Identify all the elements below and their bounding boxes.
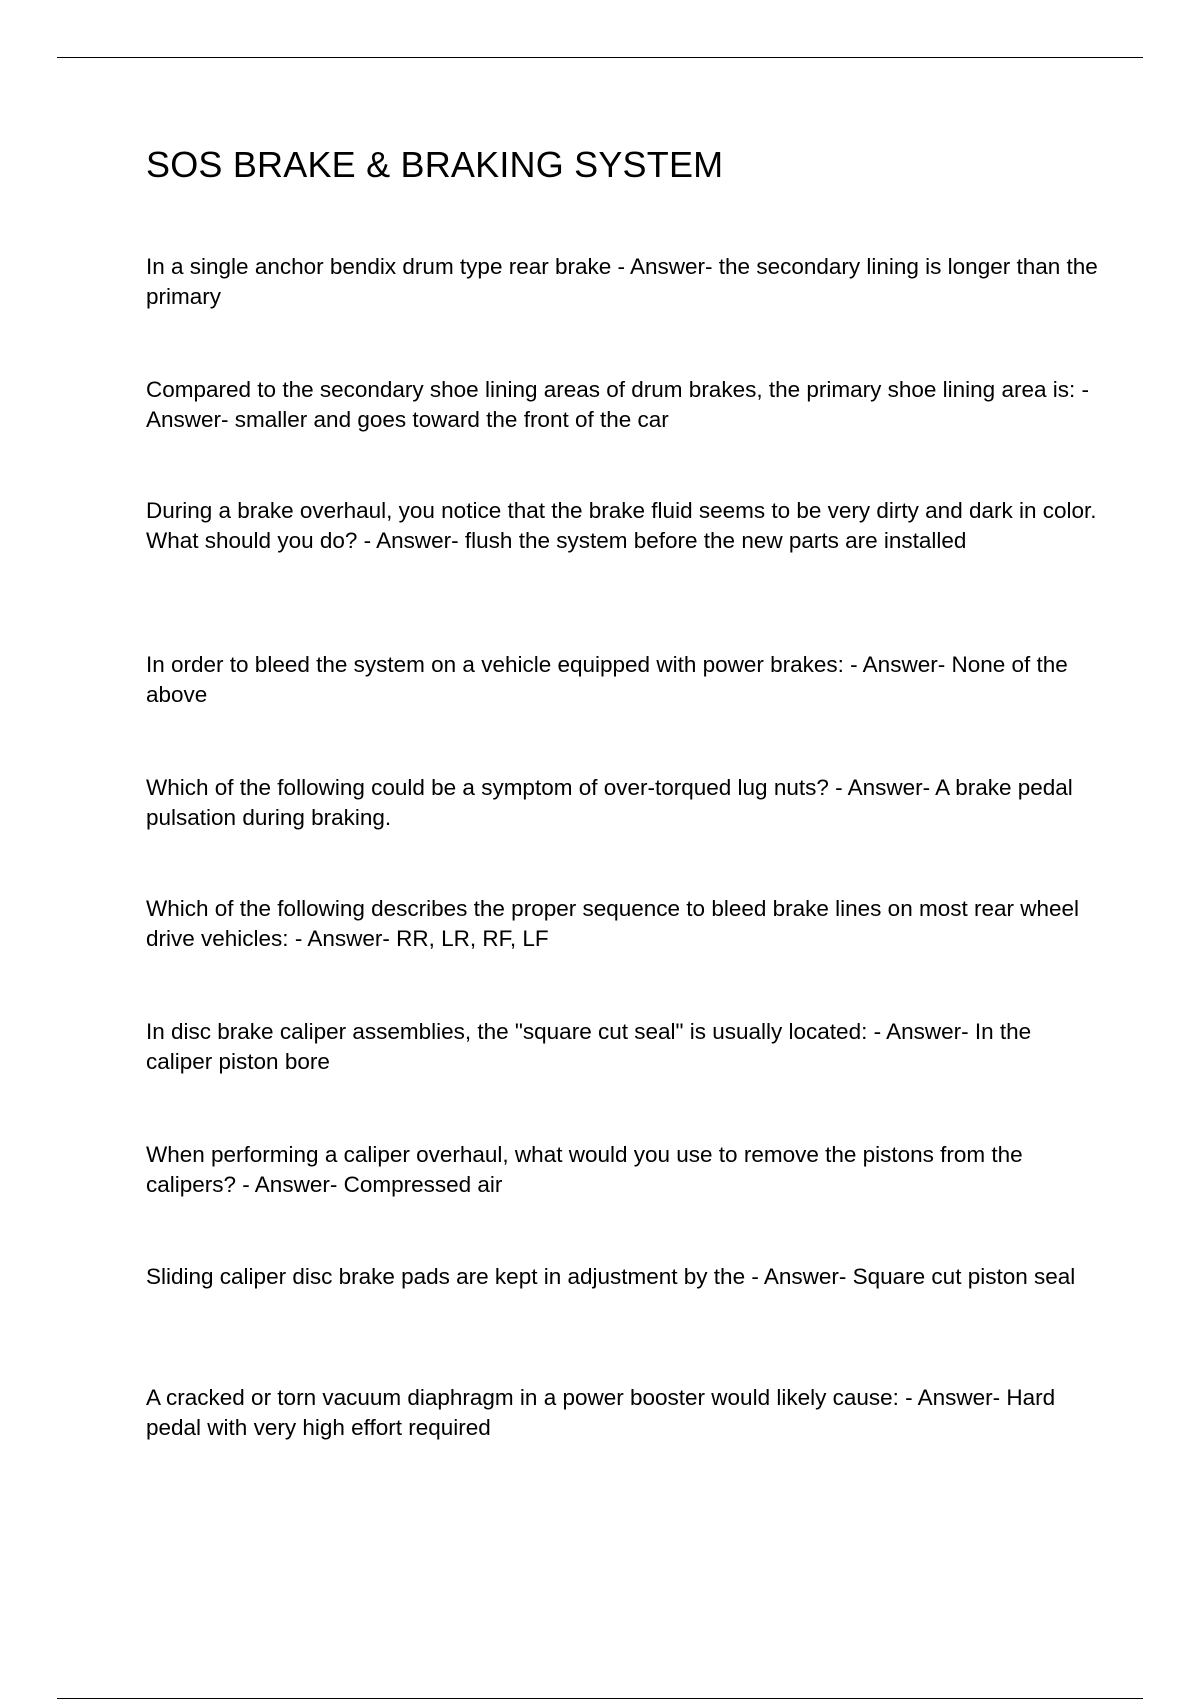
question-text: During a brake overhaul, you notice that the brake fluid seems to be very dirty and dark in color. What should you do? [146, 498, 1097, 553]
answer-separator: - Answer- [236, 1172, 344, 1197]
answer-separator: - Answer- [357, 528, 465, 553]
answer-text: RR, LR, RF, LF [396, 926, 549, 951]
answer-text: the secondary lining is longer than the primary [146, 254, 1098, 309]
bottom-rule [57, 1698, 1143, 1699]
answer-separator: - Answer- [745, 1264, 853, 1289]
question-text: Which of the following could be a symptom of over-torqued lug nuts? [146, 775, 829, 800]
answer-separator: - Answer- [828, 775, 936, 800]
answer-separator: - Answer- [146, 377, 1089, 432]
answer-separator: - Answer- [898, 1385, 1007, 1410]
qa-item [146, 1383, 1098, 1443]
qa-item [146, 894, 1098, 954]
qa-item [146, 1017, 1098, 1077]
document-title: SOS BRAKE & BRAKING SYSTEM [146, 144, 724, 185]
question-text: In disc brake caliper assemblies, the "square cut seal" is usually located: [146, 1019, 868, 1044]
question-text: Sliding caliper disc brake pads are kept in adjustment by the [146, 1264, 746, 1289]
question-text: In order to bleed the system on a vehicle equipped with power brakes: [146, 652, 844, 677]
question-text: Compared to the secondary shoe lining areas of drum brakes, the primary shoe lining area is: [146, 377, 1076, 402]
answer-separator: - Answer- [611, 254, 719, 279]
qa-item [146, 773, 1098, 833]
answer-text: None of the above [146, 652, 1068, 707]
answer-text: Compressed air [343, 1172, 503, 1197]
qa-item [146, 252, 1098, 312]
qa-item [146, 496, 1098, 556]
question-text: In a single anchor bendix drum type rear brake [146, 254, 612, 279]
answer-separator: - Answer- [288, 926, 397, 951]
answer-text: A brake pedal pulsation during braking. [146, 775, 1073, 830]
answer-text: Square cut piston seal [852, 1264, 1076, 1289]
qa-item [146, 1140, 1098, 1200]
answer-separator: - Answer- [843, 652, 952, 677]
question-text: A cracked or torn vacuum diaphragm in a power booster would likely cause: [146, 1385, 899, 1410]
answer-text: Hard pedal with very high effort required [146, 1385, 1056, 1440]
answer-text: In the caliper piston bore [146, 1019, 1032, 1074]
question-text: Which of the following describes the proper sequence to bleed brake lines on most rear wheel drive vehicles: [146, 896, 1080, 951]
question-text: When performing a caliper overhaul, what would you use to remove the pistons from the calipers? [146, 1142, 1023, 1197]
answer-separator: - Answer- [867, 1019, 975, 1044]
top-rule [57, 57, 1143, 58]
qa-item [146, 650, 1098, 710]
qa-item [146, 1262, 1098, 1292]
answer-text: smaller and goes toward the front of the car [234, 407, 669, 432]
answer-text: flush the system before the new parts are installed [464, 528, 967, 553]
qa-item [146, 375, 1098, 435]
